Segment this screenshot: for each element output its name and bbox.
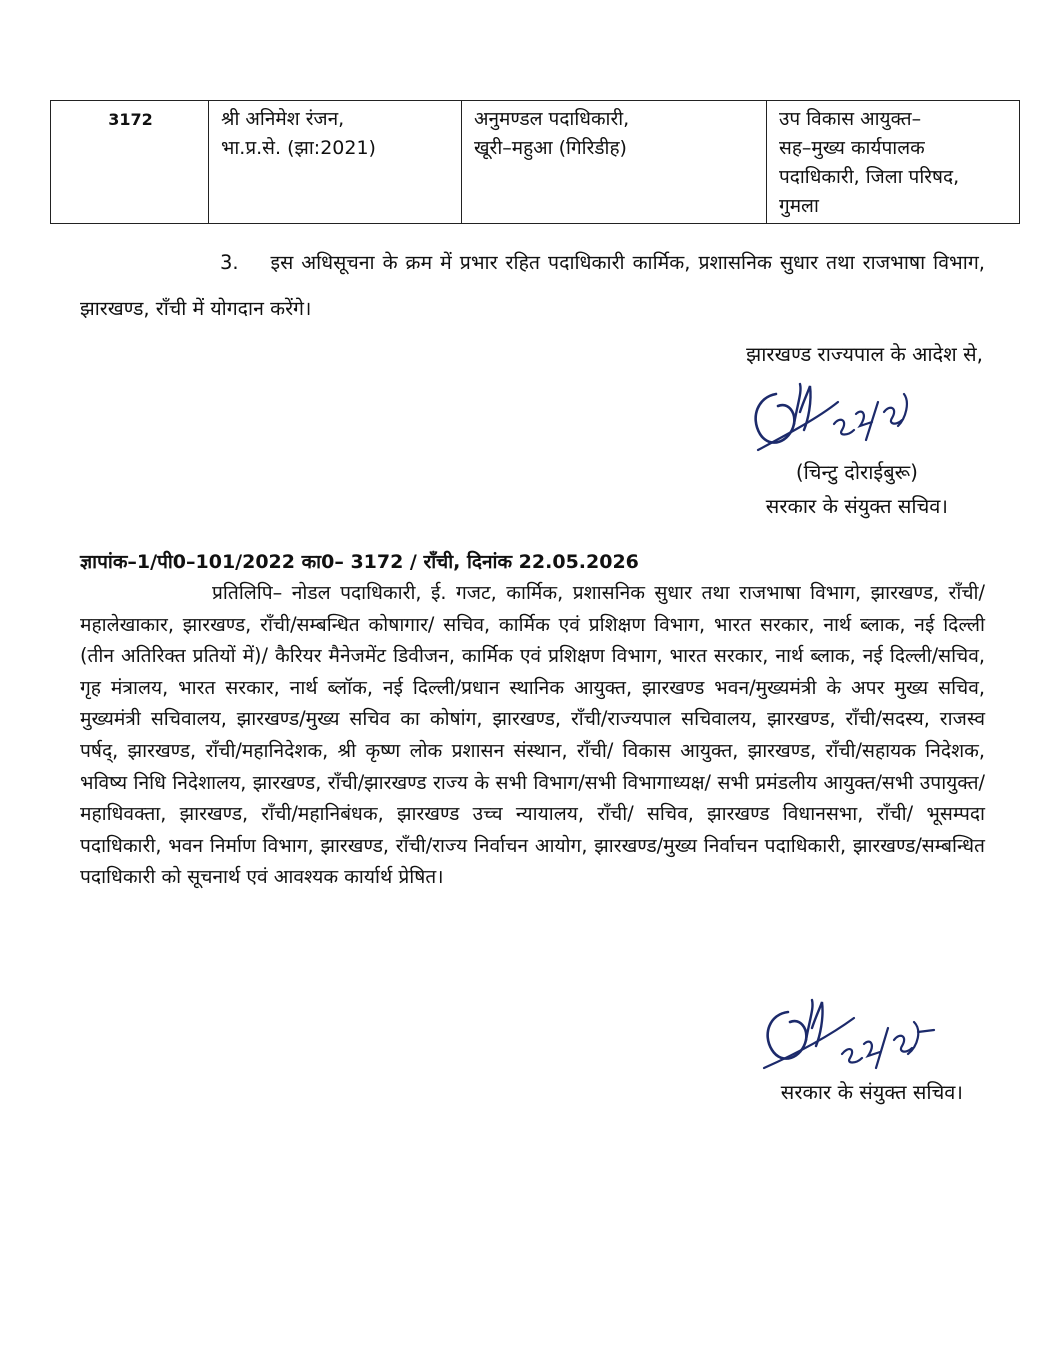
posting-table [50, 100, 1020, 224]
order-line: झारखण्ड राज्यपाल के आदेश से, [746, 342, 983, 366]
new-post-line: सह–मुख्य कार्यपालक [779, 137, 925, 159]
signature-1 [738, 372, 928, 462]
new-post-line: गुमला [779, 195, 819, 217]
paragraph-text: इस अधिसूचना के क्रम में प्रभार रहित पदाधिकारी कार्मिक, प्रशासनिक सुधार तथा राजभाषा विभाग, झारखण्ड, राँची में योगदान करेंगे। [80, 251, 985, 320]
new-post-line: पदाधिकारी, जिला परिषद, [779, 166, 960, 188]
signatory-block [766, 455, 948, 523]
table-row [51, 101, 1020, 224]
officer-name: श्री अनिमेश रंजन, [221, 108, 345, 130]
copy-text: प्रतिलिपि– नोडल पदाधिकारी, ई. गजट, कार्मिक, प्रशासनिक सुधार तथा राजभाषा विभाग, झारखण्ड, राँची/महालेखाकार, झारखण्ड, राँची/सम्बन्धित कोषागार/ सचिव, कार्मिक एवं प्रशिक्षण विभाग, भारत सरकार, नार्थ ब्लाक, नई दिल्ली (तीन अतिरिक्त प्रतियों में)/ कैरियर मैनेजमेंट डिवीजन, कार्मिक एवं प्रशिक्षण विभाग, भारत सरकार, नार्थ ब्लाक, नई दिल्ली/सचिव, गृह मंत्रालय, भारत सरकार, नार्थ ब्लॉक, नई दिल्ली/प्रधान स्थानिक आयुक्त, झारखण्ड भवन/मुख्यमंत्री के अपर मुख्य सचिव, मुख्यमंत्री सचिवालय, झारखण्ड/मुख्य सचिव का कोषांग, झारखण्ड, राँची/राज्यपाल सचिवालय, झारखण्ड, राँची/सदस्य, राजस्व पर्षद्, झारखण्ड, राँची/महानिदेशक, श्री कृष्ण लोक प्रशासन संस्थान, राँची/ विकास आयुक्त, झारखण्ड, राँची/सहायक निदेशक, भविष्य निधि निदेशालय, झारखण्ड, राँची/झारखण्ड राज्य के सभी विभाग/सभी विभागाध्यक्ष/ सभी प्रमंडलीय आयुक्त/सभी उपायुक्त/महाधिवक्ता, झारखण्ड, राँची/महानिबंधक, झारखण्ड उच्च न्यायालय, राँची/ सचिव, झारखण्ड विधानसभा, राँची/ भूसम्पदा पदाधिकारी, भवन निर्माण विभाग, झारखण्ड, राँची/राज्य निर्वाचन आयोग, झारखण्ड/मुख्य निर्वाचन पदाधिकारी, झारखण्ड/सम्बन्धित पदाधिकारी को सूचनार्थ एवं आवश्यक कार्यार्थ प्रेषित। [80, 581, 985, 889]
new-post-cell [767, 101, 1020, 224]
officer-service: भा.प्र.से. (झा:2021) [221, 137, 376, 159]
signatory-name: (चिन्टु दोराईबुरू) [795, 460, 918, 484]
paragraph-number: 3. [220, 251, 239, 274]
signatory-designation: सरकार के संयुक्त सचिव। [765, 494, 948, 518]
copy-distribution [80, 577, 985, 893]
paragraph-3 [80, 240, 985, 332]
officer-name-cell [209, 101, 462, 224]
current-post-line: खूरी–महुआ (गिरिडीह) [474, 137, 627, 159]
current-post-cell [462, 101, 767, 224]
new-post-line: उप विकास आयुक्त– [779, 108, 922, 130]
memo-number-line: ज्ञापांक–1/पी0–101/2022 का0– 3172 / राँची, दिनांक 22.05.2026 [80, 551, 639, 573]
signature-2 [750, 988, 950, 1078]
closing-designation: सरकार के संयुक्त सचिव। [780, 1080, 963, 1104]
serial-number: 3172 [51, 101, 209, 224]
current-post-line: अनुमण्डल पदाधिकारी, [474, 108, 630, 130]
